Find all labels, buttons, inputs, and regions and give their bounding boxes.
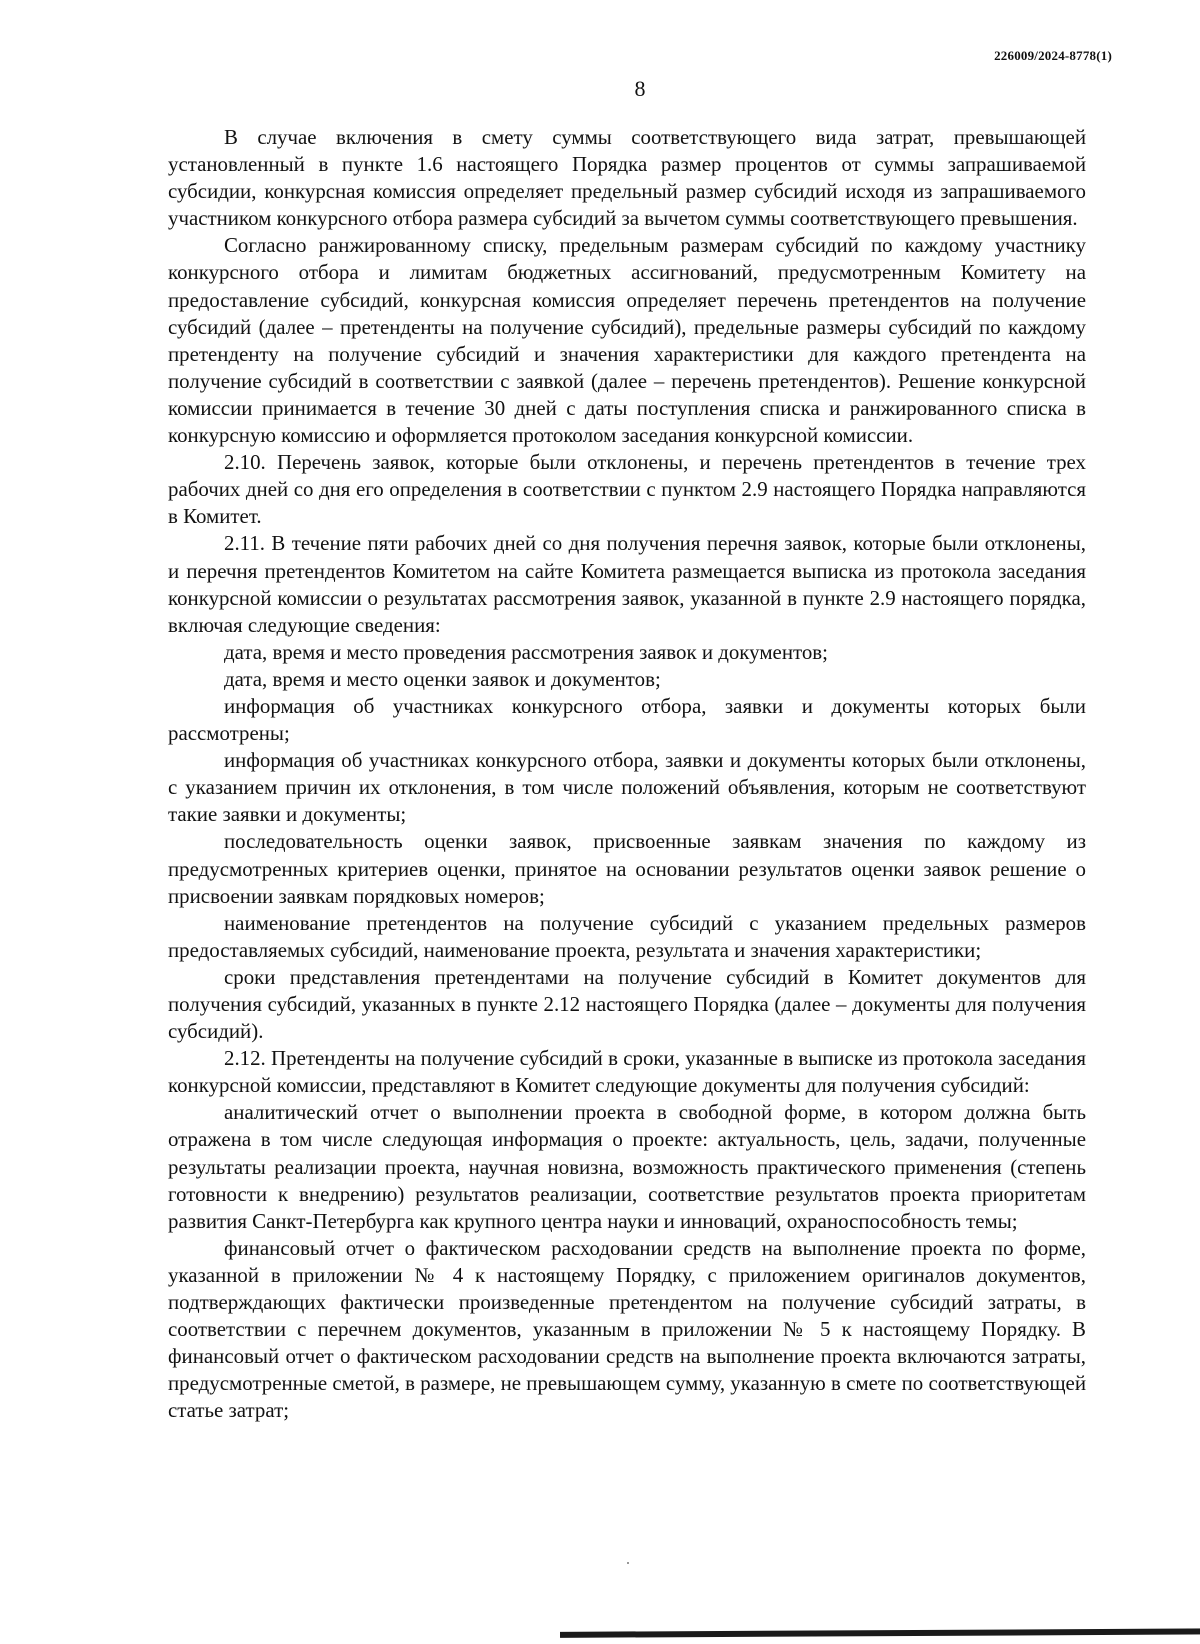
document-number: 226009/2024-8778(1): [994, 48, 1112, 63]
document-body: [168, 124, 1086, 1425]
list-item: информация об участниках конкурсного отбора, заявки и документы которых были рассмотрены;: [168, 693, 1086, 746]
list-item: дата, время и место проведения рассмотрения заявок и документов;: [224, 639, 828, 664]
scan-edge-line: [560, 1628, 1200, 1638]
list-item: последовательность оценки заявок, присвоенные заявкам значения по каждому из предусмотренных критериев оценки, принятое на основании результатов оценки заявок решение о присвоении заявкам порядковых номеров;: [168, 829, 1086, 908]
paragraph: В случае включения в смету суммы соответствующего вида затрат, превышающей установленный в пункте 1.6 настоящего Порядка размер процентов от суммы запрашиваемой субсидии, конкурсная комиссия определяет предельный размер субсидий исходя из запрашиваемого участником конкурсного отбора размера субсидий за вычетом суммы соответствующего превышения.: [168, 125, 1086, 231]
list-item: дата, время и место оценки заявок и документов;: [224, 666, 661, 691]
list-item: аналитический отчет о выполнении проекта в свободной форме, в котором должна быть отражена в том числе следующая информация о проекте: актуальность, цель, задачи, полученные результаты реализации проекта, научная новизна, возможность практического применения (степень готовности к внедрению) результатов реализации, соответствие результатов проекта приоритетам развития Санкт-Петербурга как крупного центра науки и инноваций, охраноспособность темы;: [168, 1100, 1086, 1233]
list-item: информация об участниках конкурсного отбора, заявки и документы которых были отклонены, с указанием причин их отклонения, в том числе положений объявления, которым не соответствуют такие заявки и документы;: [168, 748, 1086, 827]
paragraph: Согласно ранжированному списку, предельным размерам субсидий по каждому участнику конкурсного отбора и лимитам бюджетных ассигнований, предусмотренным Комитету на предоставление субсидий, конкурсная комиссия определяет перечень претендентов на получение субсидий (далее – претенденты на получение субсидий), предельные размеры субсидий по каждому претенденту на получение субсидий и значения характеристики для каждого претендента на получение субсидий в соответствии с заявкой (далее – перечень претендентов). Решение конкурсной комиссии принимается в течение 30 дней с даты поступления списка и ранжированного списка в конкурсную комиссию и оформляется протоколом заседания конкурсной комиссии.: [168, 233, 1086, 448]
paragraph: 2.10. Перечень заявок, которые были отклонены, и перечень претендентов в течение трех рабочих дней со дня его определения в соответствии с пунктом 2.9 настоящего Порядка направляются в Комитет.: [168, 450, 1086, 529]
list-item: сроки представления претендентами на получение субсидий в Комитет документов для получения субсидий, указанных в пункте 2.12 настоящего Порядка (далее – документы для получения субсидий).: [168, 964, 1086, 1044]
list-item: финансовый отчет о фактическом расходовании средств на выполнение проекта по форме, указанной в приложении № 4 к настоящему Порядку, с приложением оригиналов документов, подтверждающих фактически произведенные претендентом на получение субсидий затраты, в соответствии с перечнем документов, указанным в приложении № 5 к настоящему Порядку. В финансовый отчет о фактическом расходовании средств на выполнение проекта включаются затраты, предусмотренные сметой, в размере, не превышающем сумму, указанную в смете по соответствующей статье затрат;: [168, 1235, 1086, 1423]
page-number: 8: [634, 76, 646, 101]
scan-speck: [627, 1562, 629, 1564]
paragraph: 2.12. Претенденты на получение субсидий в сроки, указанные в выписке из протокола заседания конкурсной комиссии, представляют в Комитет следующие документы для получения субсидий:: [168, 1046, 1086, 1098]
list-item: наименование претендентов на получение субсидий с указанием предельных размеров предоставляемых субсидий, наименование проекта, результата и значения характеристики;: [168, 910, 1086, 962]
paragraph: 2.11. В течение пяти рабочих дней со дня получения перечня заявок, которые были отклонены, и перечня претендентов Комитетом на сайте Комитета размещается выписка из протокола заседания конкурсной комиссии о результатах рассмотрения заявок, указанной в пункте 2.9 настоящего порядка, включая следующие сведения:: [168, 531, 1086, 637]
